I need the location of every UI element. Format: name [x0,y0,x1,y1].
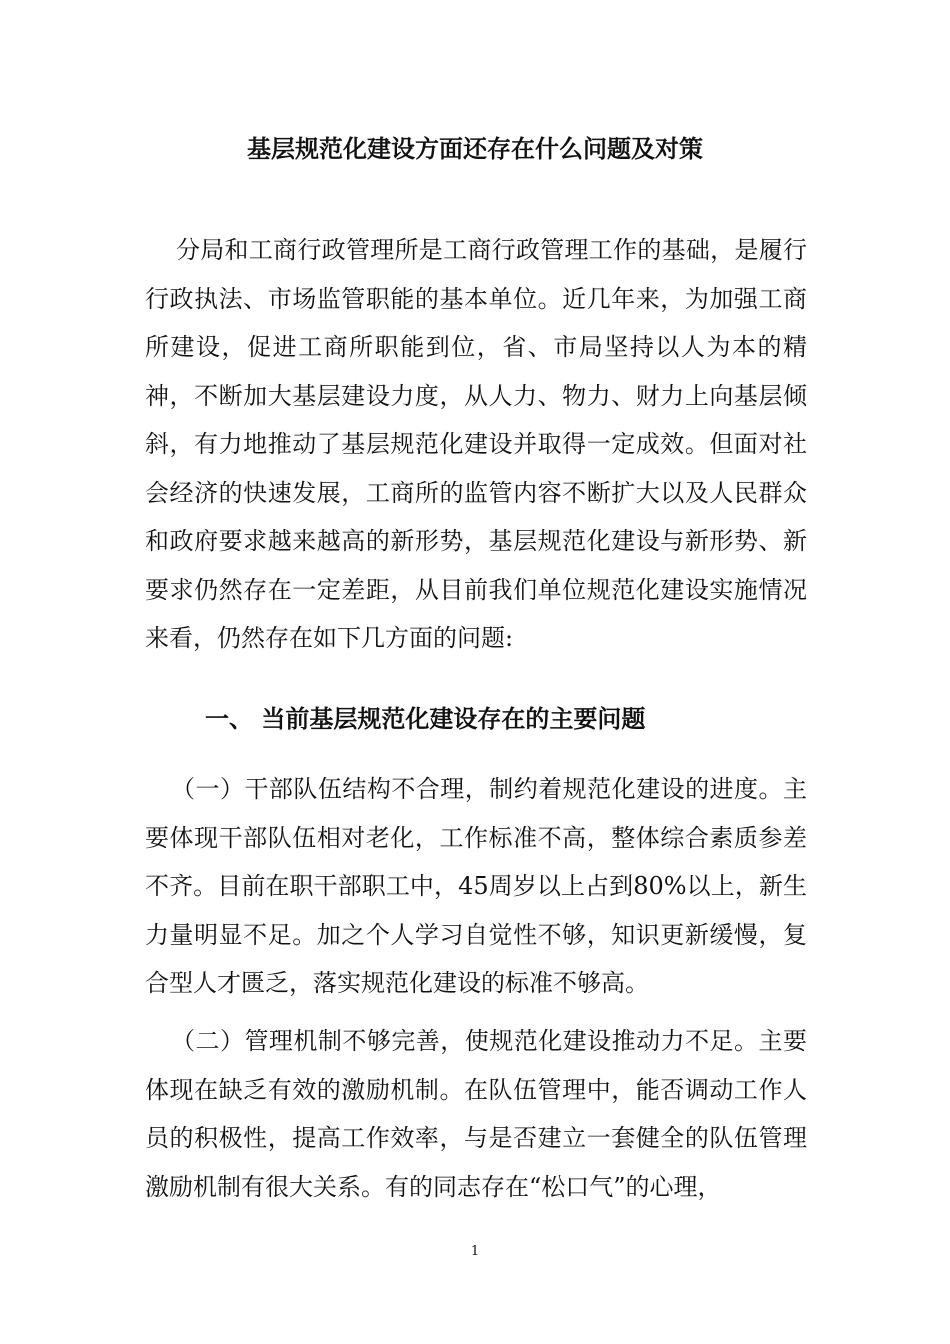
document-title: 基层规范化建设方面还存在什么问题及对策 [247,134,703,163]
intro-paragraph: 分局和工商行政管理所是工商行政管理工作的基础，是履行行政执法、市场监管职能的基本单位。近几年来，为加强工商所建设，促进工商所职能到位，省、市局坚持以人为本的精神，不断加大基层建设力度，从人力、物力、财力上向基层倾斜，有力地推动了基层规范化建设并取得一定成效。但面对社会经济的快速发展，工商所的监管内容不断扩大以及人民群众和政府要求越来越高的新形势，基层规范化建设与新形势、新要求仍然存在一定差距，从目前我们单位规范化建设实施情况来看，仍然存在如下几方面的问题: [145,236,807,652]
page-number: 1 [470,1244,480,1259]
paragraph-management-mechanism: （二）管理机制不够完善，使规范化建设推动力不足。主要体现在缺乏有效的激励机制。在队伍管理中，能否调动工作人员的积极性，提高工作效率，与是否建立一套健全的队伍管理激励机制有很大关系。有的同志存在“松口气”的心理， [145,1027,807,1201]
paragraph-staff-structure: （一）干部队伍结构不合理，制约着规范化建设的进度。主要体现干部队伍相对老化，工作标准不高，整体综合素质参差不齐。目前在职干部职工中，45周岁以上占到80%以上，新生力量明显不足。加之个人学习自觉性不够，知识更新缓慢，复合型人才匮乏，落实规范化建设的标准不够高。 [145,775,807,997]
section-heading: 一、 当前基层规范化建设存在的主要问题 [205,704,646,733]
